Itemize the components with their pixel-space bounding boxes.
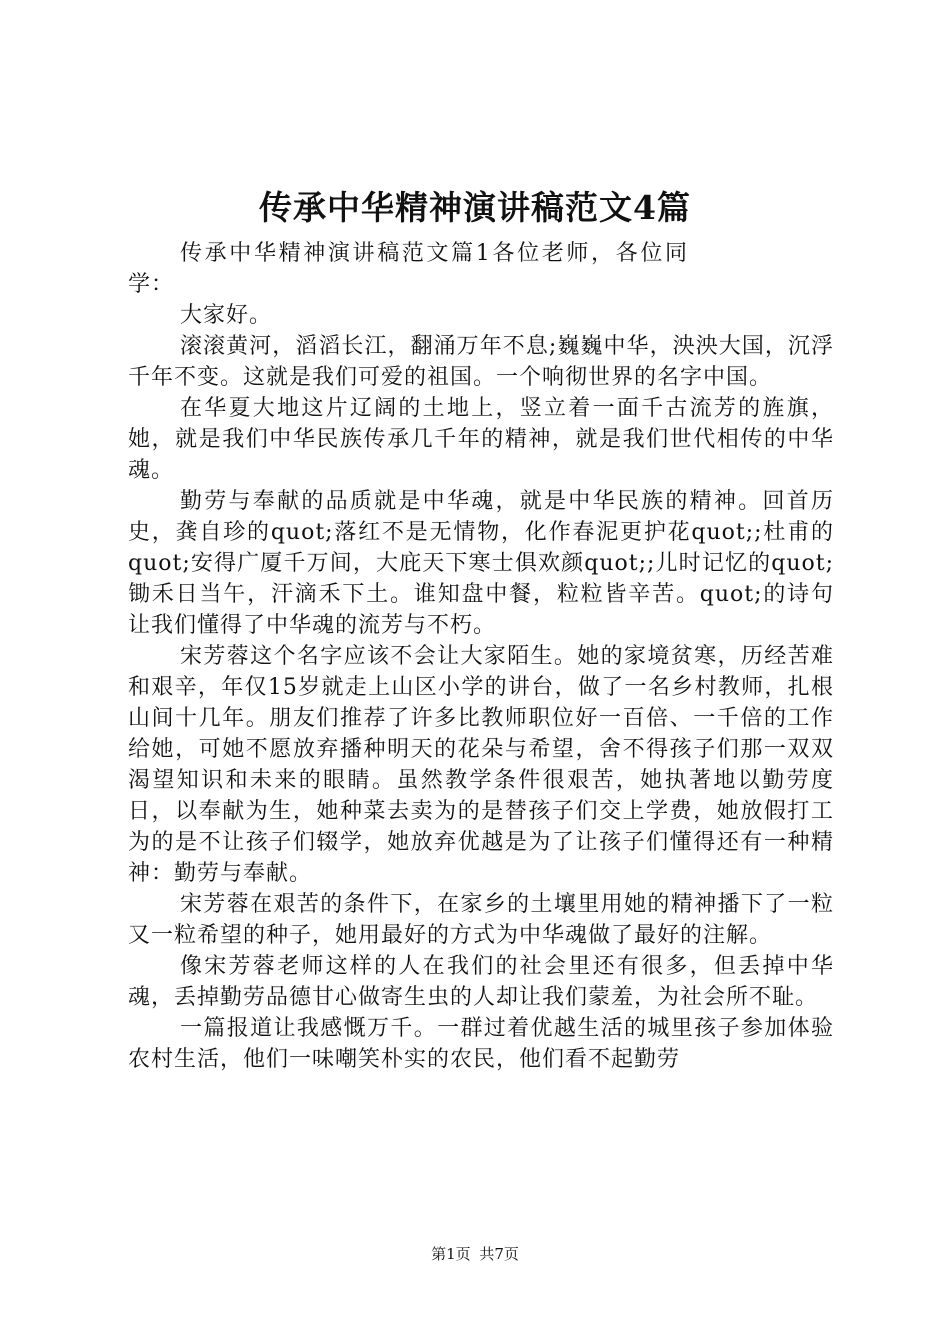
paragraph: 像宋芳蓉老师这样的人在我们的社会里还有很多，但丢掉中华魂，丢掉勤劳品德甘心做寄生虫的人却让我们蒙羞，为社会所不耻。 [128,954,834,1010]
paragraph-intro: 传承中华精神演讲稿范文篇1各位老师，各位同学： [128,241,688,297]
paragraph: 在华夏大地这片辽阔的土地上，竖立着一面千古流芳的旌旗，她，就是我们中华民族传承几千年的精神，就是我们世代相传的中华魂。 [128,396,834,483]
page-footer: 第1页 共7页 [431,1245,519,1263]
document-title: 传承中华精神演讲稿范文4篇 [259,188,691,227]
paragraph: 宋芳蓉这个名字应该不会让大家陌生。她的家境贫寒，历经苦难和艰辛，年仅15岁就走上山区小学的讲台，做了一名乡村教师，扎根山间十几年。朋友们推荐了许多比教师职位好一百倍、一千倍的工作给她，可她不愿放弃播种明天的花朵与希望，舍不得孩子们那一双双渴望知识和未来的眼睛。虽然教学条件很艰苦，她执著地以勤劳度日，以奉献为生，她种菜去卖为的是替孩子们交上学费，她放假打工为的是不让孩子们辍学，她放弃优越是为了让孩子们懂得还有一种精神：勤劳与奉献。 [128,644,834,886]
paragraph: 宋芳蓉在艰苦的条件下，在家乡的土壤里用她的精神播下了一粒又一粒希望的种子，她用最好的方式为中华魂做了最好的注解。 [128,892,834,948]
paragraph: 勤劳与奉献的品质就是中华魂，就是中华民族的精神。回首历史，龚自珍的quot;落红不是无情物，化作春泥更护花quot;;杜甫的quot;安得广厦千万间，大庇天下寒士俱欢颜quot;;儿时记忆的quot;锄禾日当午，汗滴禾下土。谁知盘中餐，粒粒皆辛苦。quot;的诗句让我们懂得了中华魂的流芳与不朽。 [128,489,834,638]
paragraph-greeting: 大家好。 [180,303,273,328]
paragraph: 滚滚黄河，滔滔长江，翻涌万年不息;巍巍中华，泱泱大国，沉浮千年不变。这就是我们可爱的祖国。一个响彻世界的名字中国。 [128,334,834,390]
document-body [128,238,834,1075]
paragraph: 一篇报道让我感慨万千。一群过着优越生活的城里孩子参加体验农村生活，他们一味嘲笑朴实的农民，他们看不起勤劳 [128,1016,834,1072]
